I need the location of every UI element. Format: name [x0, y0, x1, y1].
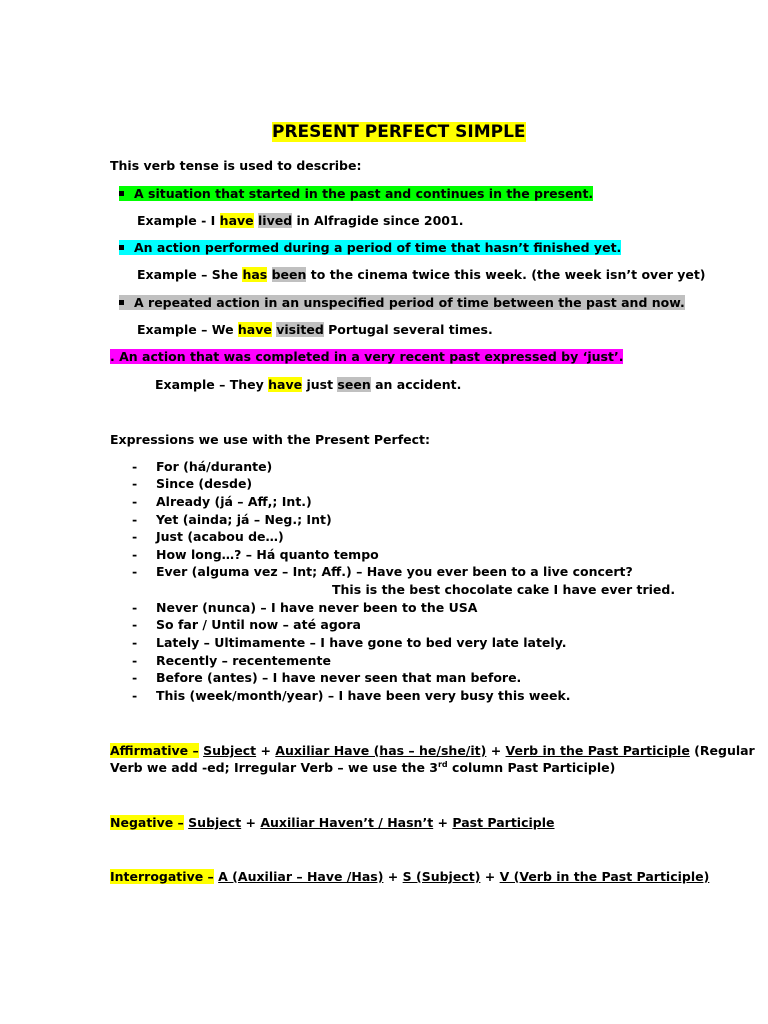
example-text: Portugal several times. [323, 322, 493, 337]
use-item [119, 186, 593, 201]
affirmative-label: Affirmative – [110, 743, 199, 758]
intro-text: This verb tense is used to describe: [110, 158, 362, 173]
use-example [155, 377, 461, 392]
use-text: An action performed during a period of time that hasn’t finished yet. [134, 240, 622, 255]
list-item-continuation: This is the best chocolate cake I have ever tried. [332, 582, 676, 597]
bullet-icon [119, 245, 124, 250]
aux-highlight: have [268, 377, 303, 392]
use-item [119, 295, 685, 310]
use-example [137, 213, 463, 228]
interrogative-label: Interrogative – [110, 869, 214, 884]
participle-highlight: seen [337, 377, 371, 392]
negative-label: Negative – [110, 815, 184, 830]
dash-marker: - [132, 547, 138, 562]
aux-highlight: have [219, 213, 254, 228]
dash-marker: - [132, 600, 138, 615]
use-text: . An action that was completed in a very recent past expressed by ‘just’. [110, 349, 624, 364]
participle-term: Past Participle [452, 815, 555, 830]
aux-highlight: have [237, 322, 272, 337]
use-example [137, 267, 706, 282]
dash-marker: - [132, 653, 138, 668]
aux-highlight: has [242, 267, 268, 282]
dash-marker: - [132, 670, 138, 685]
participle-highlight: lived [258, 213, 293, 228]
dash-marker: - [132, 529, 138, 544]
dash-marker: - [132, 617, 138, 632]
list-item-text: How long…? – Há quanto tempo [156, 547, 379, 562]
negative-rule: Negative – Subject + Auxiliar Haven’t / Hasn’t + Past Participle [110, 815, 555, 830]
use-text: A situation that started in the past and continues in the present. [134, 186, 594, 201]
auxiliar-term: A (Auxiliar – Have /Has) [218, 869, 384, 884]
list-item-text: For (há/durante) [156, 459, 273, 474]
bullet-icon [119, 191, 124, 196]
example-text: in Alfragide since 2001. [292, 213, 464, 228]
subject-term: Subject [188, 815, 242, 830]
dash-marker: - [132, 564, 138, 579]
dash-marker: - [132, 459, 138, 474]
use-item [110, 349, 623, 364]
use-example [137, 322, 493, 337]
dash-marker: - [132, 512, 138, 527]
example-text [267, 267, 271, 282]
list-item-text: Already (já – Aff,; Int.) [156, 494, 312, 509]
subject-term: S (Subject) [402, 869, 481, 884]
example-text: to the cinema twice this week. (the week isn’t over yet) [306, 267, 706, 282]
example-text: just [302, 377, 338, 392]
list-item-text: This (week/month/year) – I have been very busy this week. [156, 688, 571, 703]
affirmative-rule: Affirmative – Subject + Auxiliar Have (has – he/she/it) + Verb in the Past Participle (Regular [110, 743, 755, 758]
dash-marker: - [132, 688, 138, 703]
example-text: Example – We [137, 322, 238, 337]
list-item-text: Just (acabou de…) [156, 529, 284, 544]
page-title: PRESENT PERFECT SIMPLE [272, 122, 526, 142]
list-item-text: Ever (alguma vez – Int; Aff.) – Have you ever been to a live concert? [156, 564, 633, 579]
dash-marker: - [132, 476, 138, 491]
participle-highlight: been [271, 267, 307, 282]
use-item [119, 240, 621, 255]
participle-highlight: visited [276, 322, 324, 337]
affirmative-rule-continuation: Verb we add -ed; Irregular Verb – we use the 3rd column Past Participle) [110, 760, 616, 776]
example-text: an accident. [370, 377, 462, 392]
subject-term: Subject [203, 743, 257, 758]
dash-marker: - [132, 635, 138, 650]
list-item-text: Recently – recentemente [156, 653, 331, 668]
example-text: Example – They [155, 377, 269, 392]
example-text: Example - I [137, 213, 220, 228]
list-item-text: Never (nunca) – I have never been to the USA [156, 600, 478, 615]
auxiliar-term: Auxiliar Haven’t / Hasn’t [260, 815, 434, 830]
verb-term: V (Verb in the Past Participle) [499, 869, 710, 884]
list-item-text: Lately – Ultimamente – I have gone to bed very late lately. [156, 635, 567, 650]
list-item-text: Since (desde) [156, 476, 253, 491]
superscript: rd [437, 760, 448, 769]
dash-marker: - [132, 494, 138, 509]
bullet-icon [119, 300, 124, 305]
auxiliar-term: Auxiliar Have (has – he/she/it) [275, 743, 487, 758]
example-text: Example – She [137, 267, 243, 282]
list-item-text: So far / Until now – até agora [156, 617, 361, 632]
verb-term: Verb in the Past Participle [505, 743, 690, 758]
interrogative-rule: Interrogative – A (Auxiliar – Have /Has) + S (Subject) + V (Verb in the Past Participle) [110, 869, 710, 884]
expressions-heading: Expressions we use with the Present Perfect: [110, 432, 430, 447]
list-item-text: Before (antes) – I have never seen that man before. [156, 670, 522, 685]
list-item-text: Yet (ainda; já – Neg.; Int) [156, 512, 332, 527]
use-text: A repeated action in an unspecified period of time between the past and now. [134, 295, 685, 310]
